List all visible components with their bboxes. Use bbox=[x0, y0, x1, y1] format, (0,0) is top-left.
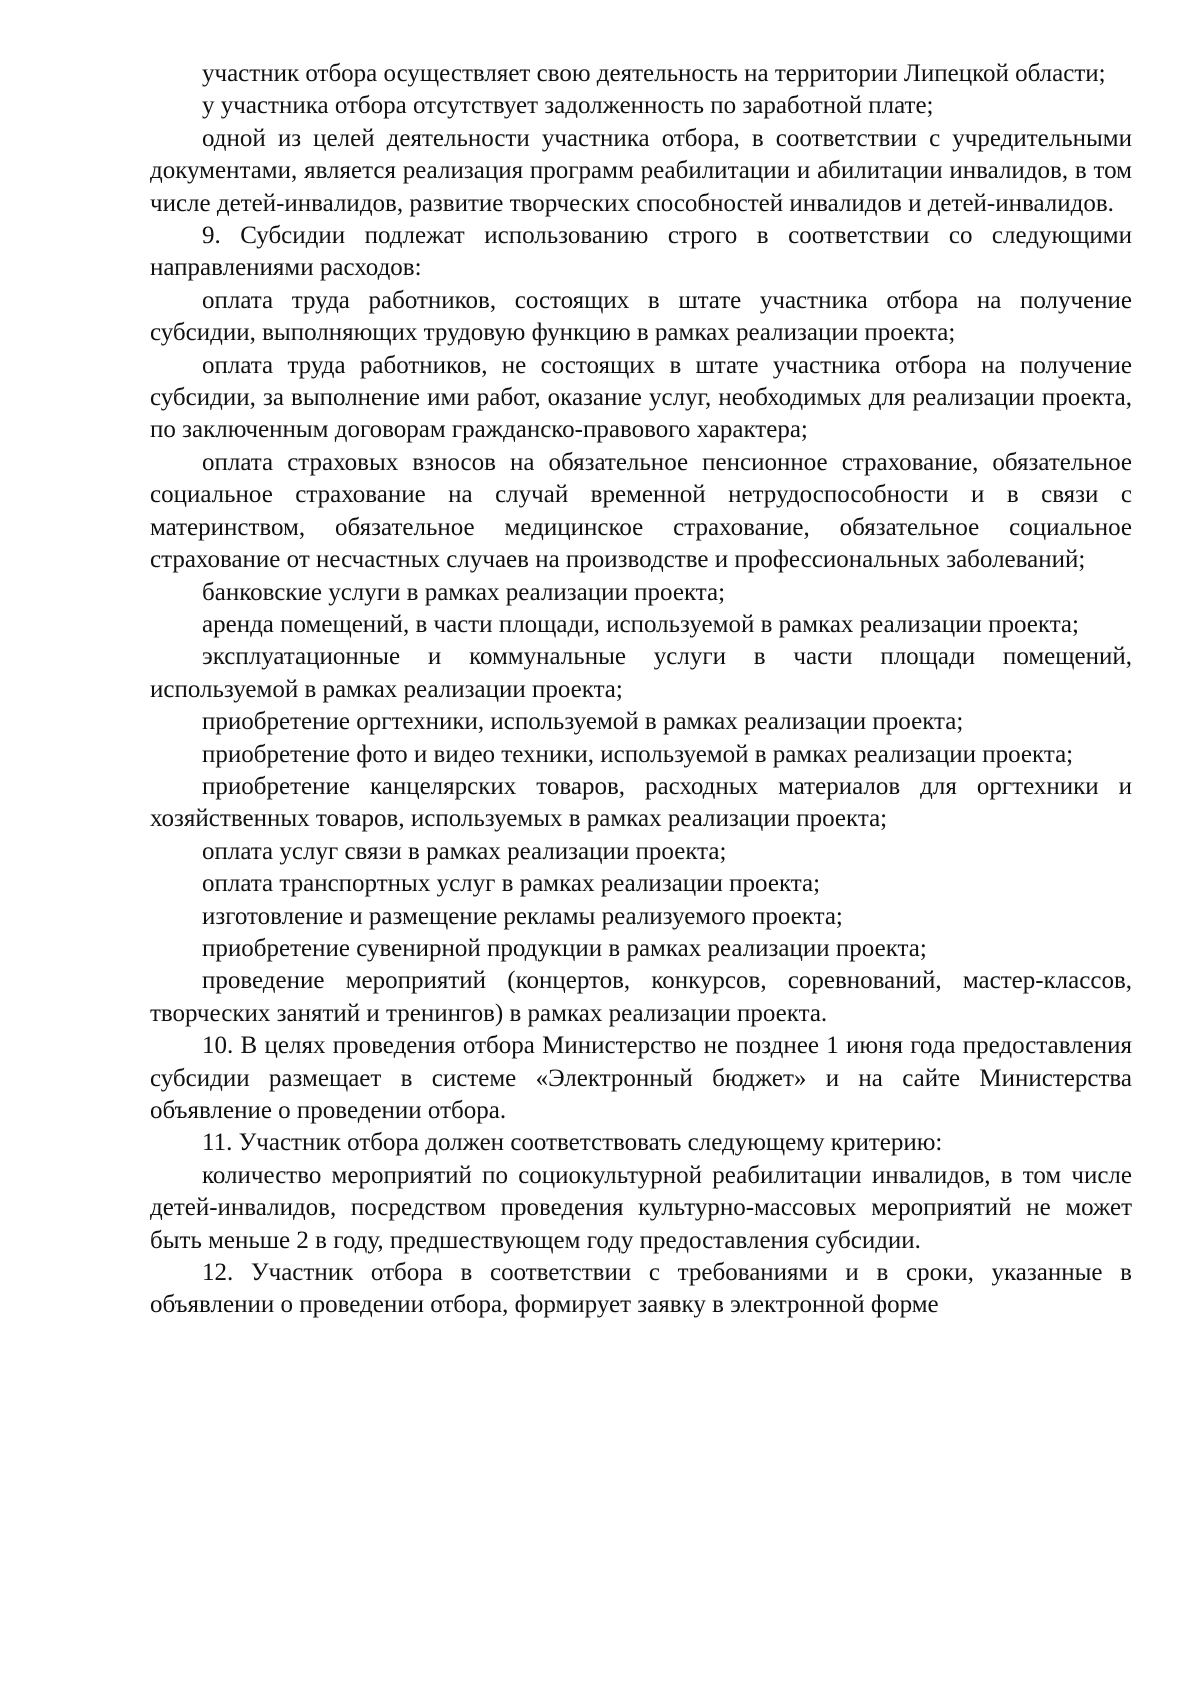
paragraph-14: оплата услуг связи в рамках реализации проекта; bbox=[202, 837, 727, 865]
paragraph-22: 12. Участник отбора в соответствии с требованиями и в сроки, указанные в объявлении о проведении отбора, формирует заявку в электронной форме bbox=[150, 1259, 1132, 1319]
paragraph-2: у участника отбора отсутствует задолженность по заработной плате; bbox=[202, 92, 934, 120]
paragraph-10: эксплуатационные и коммунальные услуги в части площади помещений, используемой в рамках реализации проекта; bbox=[150, 643, 1132, 703]
paragraph-8: банковские услуги в рамках реализации проекта; bbox=[202, 578, 726, 606]
paragraph-6: оплата труда работников, не состоящих в штате участника отбора на получение субсидии, за выполнение ими работ, оказание услуг, необходимых для реализации проекта, по заключенным договорам гражданско-правового характера; bbox=[150, 351, 1132, 444]
paragraph-9: аренда помещений, в части площади, используемой в рамках реализации проекта; bbox=[202, 610, 1079, 638]
paragraph-19: 10. В целях проведения отбора Министерство не позднее 1 июня года предоставления субсидии размещает в системе «Электронный бюджет» и на сайте Министерства объявление о проведении отбора. bbox=[150, 1032, 1132, 1124]
paragraph-16: изготовление и размещение рекламы реализуемого проекта; bbox=[202, 902, 843, 930]
paragraph-17: приобретение сувенирной продукции в рамках реализации проекта; bbox=[202, 934, 927, 962]
paragraph-15: оплата транспортных услуг в рамках реализации проекта; bbox=[202, 870, 821, 898]
document-body bbox=[150, 58, 1132, 1322]
paragraph-7: оплата страховых взносов на обязательное пенсионное страхование, обязательное социальное страхование на случай временной нетрудоспособности и в связи с материнством, обязательное медицинское страхование, обязательное социальное страхование от несчастных случаев на производстве и профессиональных заболеваний; bbox=[150, 448, 1132, 574]
paragraph-1: участник отбора осуществляет свою деятельность на территории Липецкой области; bbox=[202, 60, 1106, 87]
paragraph-5: оплата труда работников, состоящих в штате участника отбора на получение субсидии, выполняющих трудовую функцию в рамках реализации проекта; bbox=[150, 286, 1132, 347]
paragraph-21: количество мероприятий по социокультурной реабилитации инвалидов, в том числе детей-инвалидов, посредством проведения культурно-массовых мероприятий не может быть меньше 2 в году, предшествующем году предоставления субсидии. bbox=[150, 1161, 1132, 1254]
paragraph-11: приобретение оргтехники, используемой в рамках реализации проекта; bbox=[202, 708, 964, 736]
paragraph-3: одной из целей деятельности участника отбора, в соответствии с учредительными документами, является реализация программ реабилитации и абилитации инвалидов, в том числе детей-инвалидов, развитие творческих способностей инвалидов и детей-инвалидов. bbox=[150, 124, 1132, 217]
paragraph-12: приобретение фото и видео техники, используемой в рамках реализации проекта; bbox=[202, 740, 1074, 768]
paragraph-13: приобретение канцелярских товаров, расходных материалов для оргтехники и хозяйственных товаров, используемых в рамках реализации проекта; bbox=[150, 772, 1132, 833]
paragraph-20: 11. Участник отбора должен соответствовать следующему критерию: bbox=[202, 1129, 943, 1157]
paragraph-18: проведение мероприятий (концертов, конкурсов, соревнований, мастер-классов, творческих занятий и тренингов) в рамках реализации проекта. bbox=[150, 967, 1132, 1027]
paragraph-4: 9. Субсидии подлежат использованию строго в соответствии со следующими направлениями расходов: bbox=[150, 222, 1132, 282]
